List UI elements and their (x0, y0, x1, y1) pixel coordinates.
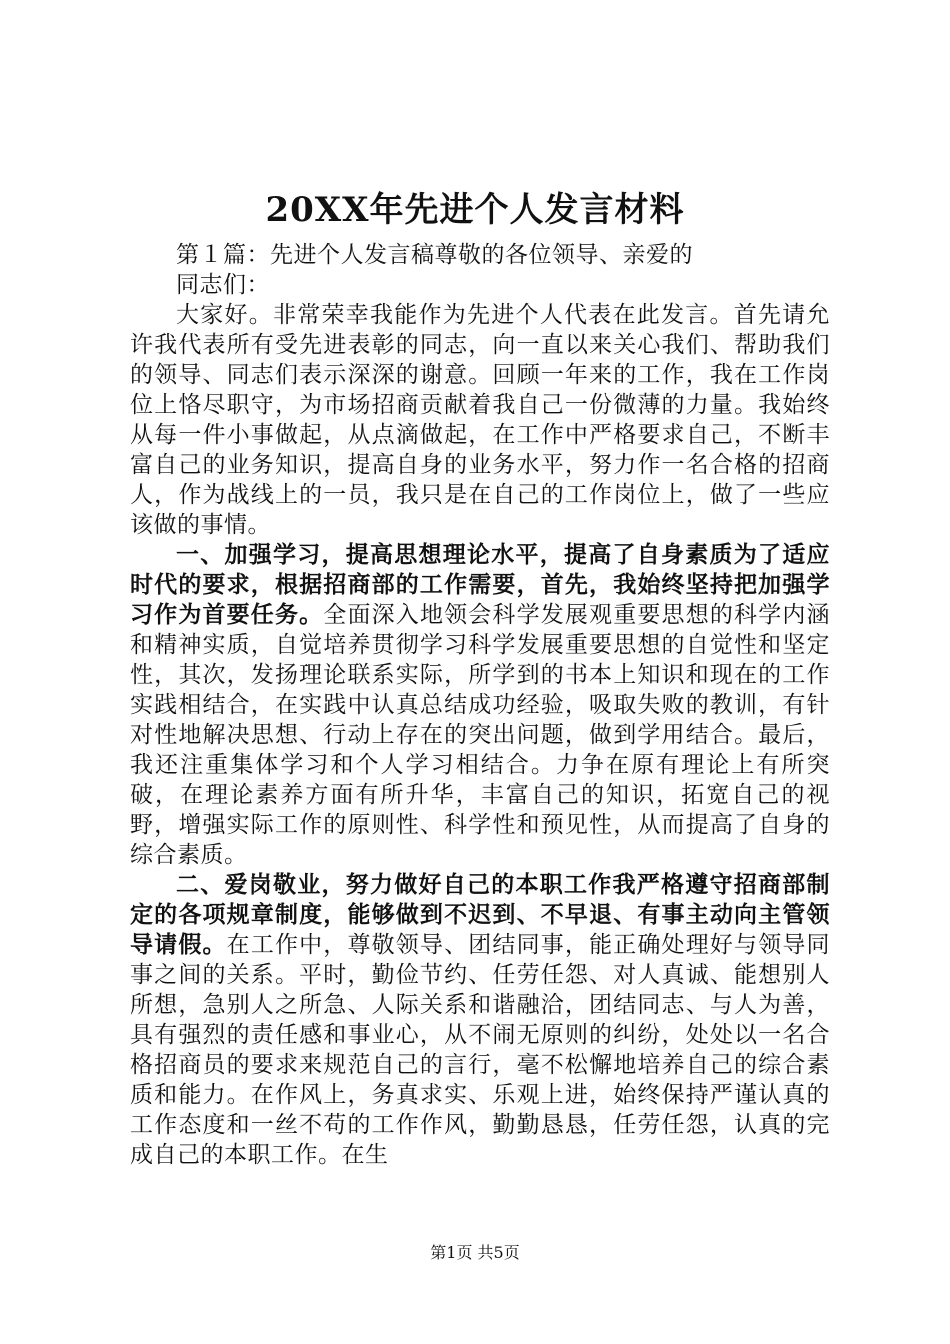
paragraph-1-text: 大家好。非常荣幸我能作为先进个人代表在此发言。首先请允许我代表所有受先进表彰的同志，向一直以来关心我们、帮助我们的领导、同志们表示深深的谢意。回顾一年来的工作，我在工作岗位上恪尽职守，为市场招商贡献着我自己一份微薄的力量。我始终从每一件小事做起，从点滴做起，在工作中严格要求自己，不断丰富自己的业务知识，提高自身的业务水平，努力作一名合格的招商人，作为战线上的一员，我只是在自己的工作岗位上，做了一些应该做的事情。 (130, 302, 830, 538)
page-footer: 第1页 共5页 (430, 1243, 520, 1262)
paragraph-2-text: 全面深入地领会科学发展观重要思想的科学内涵和精神实质，自觉培养贯彻学习科学发展重要思想的自觉性和坚定性，其次，发扬理论联系实际，所学到的书本上知识和现在的工作实践相结合，在实践中认真总结成功经验，吸取失败的教训，有针对性地解决思想、行动上存在的突出问题，做到学用结合。最后，我还注重集体学习和个人学习相结合。力争在原有理论上有所突破，在理论素养方面有所升华，丰富自己的知识，拓宽自己的视野，增强实际工作的原则性、科学性和预见性，从而提高了自身的综合素质。 (130, 602, 831, 868)
document-body (130, 240, 830, 1170)
paragraph-1 (130, 300, 830, 540)
paragraph-3-text: 在工作中，尊敬领导、团结同事，能正确处理好与领导同事之间的关系。平时，勤俭节约、任劳任怨、对人真诚、能想别人所想，急别人之所急、人际关系和谐融洽，团结同志、与人为善，具有强烈的责任感和事业心，从不闹无原则的纠纷，处处以一名合格招商员的要求来规范自己的言行，毫不松懈地培养自己的综合素质和能力。在作风上，务真求实、乐观上进，始终保持严谨认真的工作态度和一丝不苟的工作作风，勤勤恳恳，任劳任怨，认真的完成自己的本职工作。在生 (130, 932, 831, 1168)
subtitle-line-2: 同志们： (176, 272, 270, 298)
paragraph-3-bold: 二、爱岗敬业，努力做好自己的本职工作我严格遵守招商部制定的各项规章制度，能够做到不迟到、不早退、有事主动向主管领导请假。 (130, 871, 830, 958)
paragraph-2-bold: 一、加强学习，提高思想理论水平，提高了自身素质为了适应时代的要求，根据招商部的工作需要，首先，我始终坚持把加强学习作为首要任务。 (130, 541, 830, 628)
subtitle-line-1: 第１篇：先进个人发言稿尊敬的各位领导、亲爱的 (176, 242, 693, 268)
paragraph-2 (130, 540, 830, 870)
document-title: 20XX年先进个人发言材料 (265, 190, 685, 230)
paragraph-3 (130, 870, 830, 1170)
